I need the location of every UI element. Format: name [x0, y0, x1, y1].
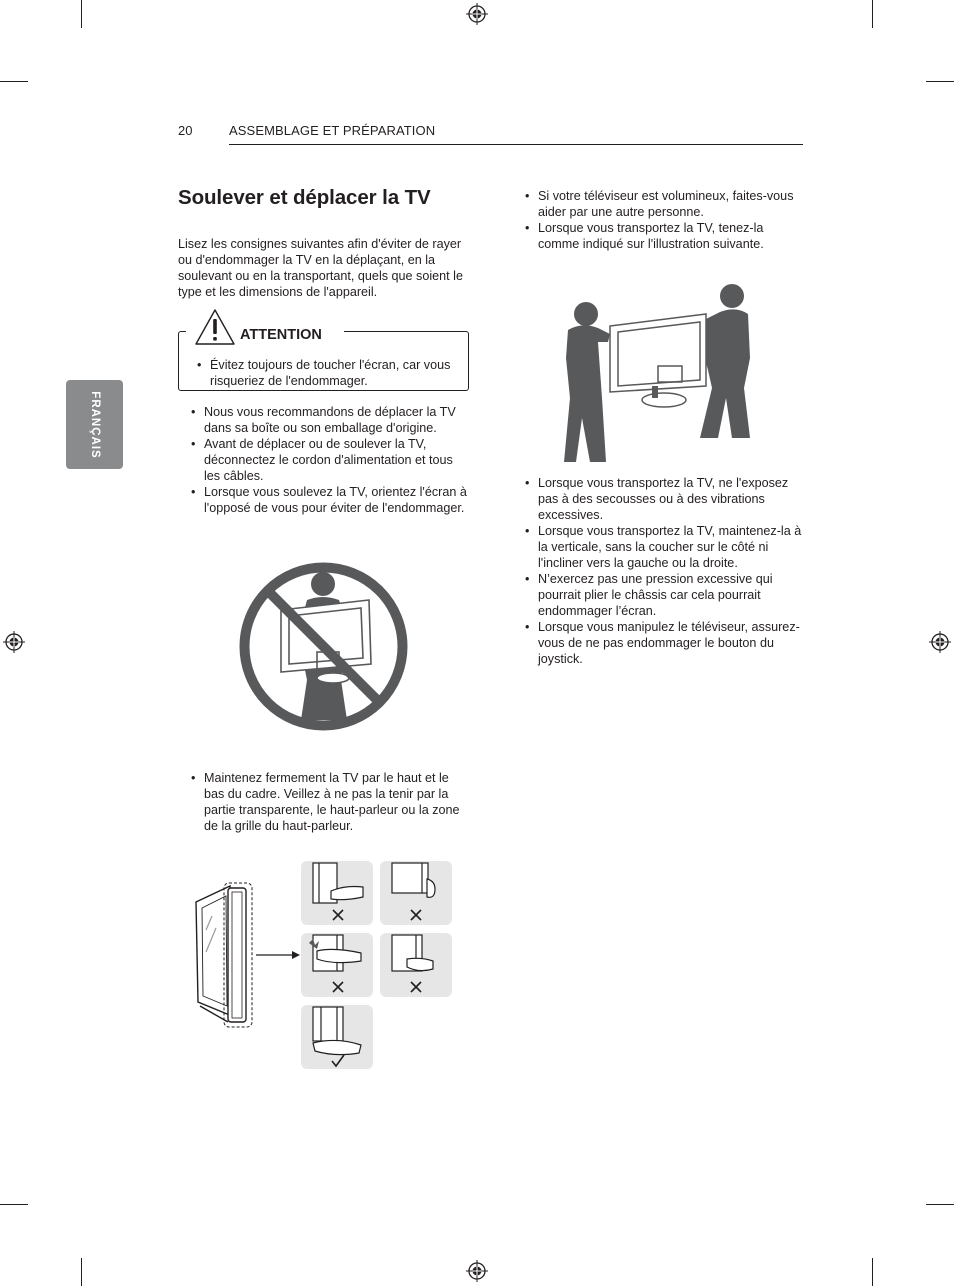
warning-triangle-icon — [194, 308, 236, 346]
attention-label: ATTENTION — [240, 327, 322, 343]
page-heading: Soulever et déplacer la TV — [178, 186, 431, 209]
hold-example-drawings — [301, 861, 452, 1070]
header-divider — [229, 144, 803, 145]
list-item: • Nous vous recommandons de déplacer la TV dans sa boîte ou son emballage d'origine. — [188, 404, 470, 436]
section-title: ASSEMBLAGE ET PRÉPARATION — [229, 123, 436, 138]
language-tab — [66, 380, 123, 469]
list-item: • Lorsque vous transportez la TV, tenez-la comme indiqué sur l'illustration suivante. — [522, 220, 804, 252]
crop-mark — [926, 81, 954, 82]
list-item: • Lorsque vous transportez la TV, ne l'exposez pas à des secousses ou à des vibrations excessives. — [522, 475, 806, 523]
registration-mark-icon — [466, 1260, 488, 1282]
list-item: • Lorsque vous soulevez la TV, orientez l'écran à l'opposé de vous pour éviter de l'endommager. — [188, 484, 470, 516]
two-person-carry-illustration — [560, 278, 760, 464]
list-item: • Si votre téléviseur est volumineux, faites-vous aider par une autre personne. — [522, 188, 804, 220]
no-lifting-illustration — [237, 560, 410, 733]
registration-mark-icon — [3, 631, 25, 653]
crop-mark — [81, 1258, 82, 1286]
page-number: 20 — [178, 123, 193, 138]
crop-mark — [872, 1258, 873, 1286]
language-tab-label: FRANÇAIS — [88, 390, 101, 459]
bullet-list — [188, 404, 470, 516]
bullet-list — [522, 188, 804, 252]
crop-mark — [926, 1204, 954, 1205]
list-item: • Lorsque vous manipulez le téléviseur, assurez-vous de ne pas endommager le bouton du joystick. — [522, 619, 806, 667]
list-item: • Lorsque vous transportez la TV, maintenez-la à la verticale, sans la coucher sur le côté ni l'incliner vers la gauche ou la droite. — [522, 523, 806, 571]
crop-mark — [81, 0, 82, 28]
registration-mark-icon — [466, 3, 488, 25]
check-mark-icon — [331, 1054, 345, 1068]
crop-mark — [0, 81, 28, 82]
cross-mark-icon — [410, 909, 422, 921]
cross-mark-icon — [332, 909, 344, 921]
bullet-list — [188, 770, 470, 834]
cross-mark-icon — [410, 981, 422, 993]
bullet-list — [522, 475, 806, 667]
crop-mark — [0, 1204, 28, 1205]
intro-paragraph: Lisez les consignes suivantes afin d'éviter de rayer ou d'endommager la TV en la déplaçant, en la soulevant ou en la transportant, quels que soient le type et les dimensions de l'appareil. — [178, 237, 463, 299]
attention-list — [194, 357, 456, 389]
list-item: • Maintenez fermement la TV par le haut et le bas du cadre. Veillez à ne pas la tenir par la partie transparente, le haut-parleur ou la zone de la grille du haut-parleur. — [188, 770, 470, 834]
crop-mark — [872, 0, 873, 28]
cross-mark-icon — [332, 981, 344, 993]
tv-side-illustration — [192, 880, 302, 1030]
list-item: • Avant de déplacer ou de soulever la TV, déconnectez le cordon d'alimentation et tous les câbles. — [188, 436, 470, 484]
registration-mark-icon — [929, 631, 951, 653]
attention-item: • Évitez toujours de toucher l'écran, car vous risqueriez de l'endommager. — [194, 357, 456, 389]
list-item: • N’exercez pas une pression excessive qui pourrait plier le châssis car cela pourrait endommager l’écran. — [522, 571, 806, 619]
